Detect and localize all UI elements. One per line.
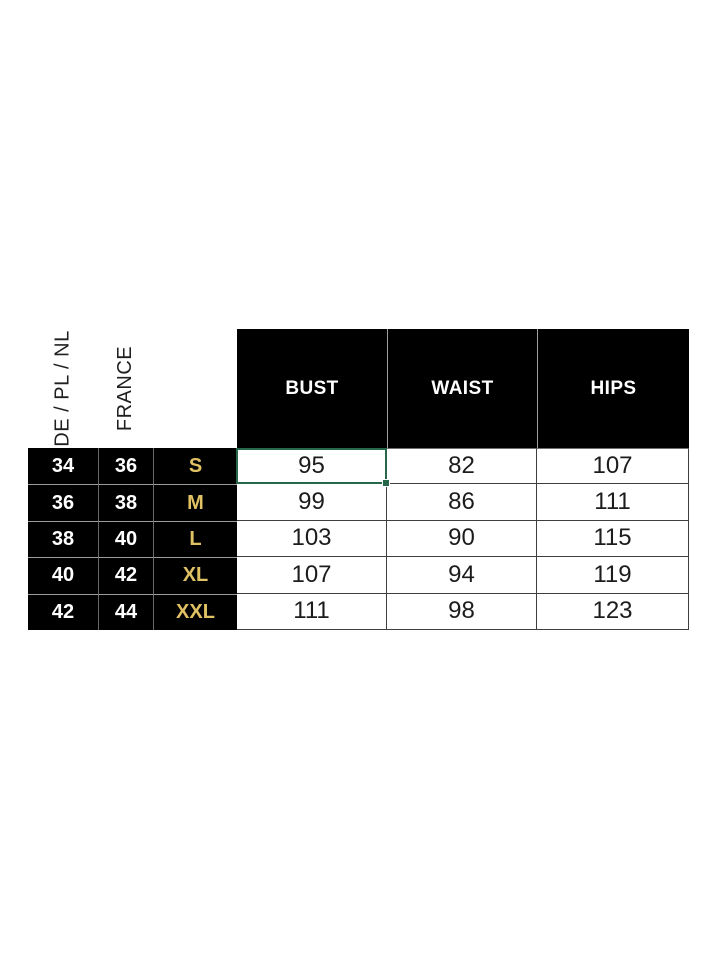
cell-waist-row2[interactable]: 90 xyxy=(387,521,537,557)
cell-size-row3[interactable]: XL xyxy=(153,557,237,593)
cell-france-row0[interactable]: 36 xyxy=(98,448,153,484)
cell-size-row4[interactable]: XXL xyxy=(153,594,237,630)
column-header-waist[interactable]: WAIST xyxy=(387,329,537,448)
cell-size-row2[interactable]: L xyxy=(153,521,237,557)
cell-waist-row4[interactable]: 98 xyxy=(387,594,537,630)
cell-bust-row4[interactable]: 111 xyxy=(237,594,387,630)
cell-de-row2[interactable]: 38 xyxy=(28,521,98,557)
cell-hips-row1[interactable]: 111 xyxy=(537,484,689,520)
fill-handle[interactable] xyxy=(382,479,390,487)
cell-bust-row2[interactable]: 103 xyxy=(237,521,387,557)
cell-hips-row4[interactable]: 123 xyxy=(537,594,689,630)
cell-waist-row1[interactable]: 86 xyxy=(387,484,537,520)
cell-size-row0[interactable]: S xyxy=(153,448,237,484)
column-header-france[interactable] xyxy=(98,329,153,448)
cell-france-row2[interactable]: 40 xyxy=(98,521,153,557)
cell-de-row1[interactable]: 36 xyxy=(28,484,98,520)
cell-france-row4[interactable]: 44 xyxy=(98,594,153,630)
cell-france-row3[interactable]: 42 xyxy=(98,557,153,593)
size-chart-table xyxy=(28,329,689,630)
cell-hips-row3[interactable]: 119 xyxy=(537,557,689,593)
rotated-label-france: FRANCE xyxy=(114,345,137,432)
cell-de-row4[interactable]: 42 xyxy=(28,594,98,630)
rotated-label-de-pl-nl: DE / PL / NL xyxy=(51,330,74,447)
cell-bust-row3[interactable]: 107 xyxy=(237,557,387,593)
column-header-hips[interactable]: HIPS xyxy=(537,329,689,448)
cell-de-row0[interactable]: 34 xyxy=(28,448,98,484)
cell-size-row1[interactable]: M xyxy=(153,484,237,520)
column-header-size-empty xyxy=(153,329,237,448)
selected-cell-bust-row0[interactable]: 95 xyxy=(237,448,387,484)
column-header-bust[interactable]: BUST xyxy=(237,329,387,448)
column-header-de-pl-nl[interactable] xyxy=(28,329,98,448)
cell-de-row3[interactable]: 40 xyxy=(28,557,98,593)
cell-bust-row1[interactable]: 99 xyxy=(237,484,387,520)
cell-france-row1[interactable]: 38 xyxy=(98,484,153,520)
cell-waist-row0[interactable]: 82 xyxy=(387,448,537,484)
cell-hips-row0[interactable]: 107 xyxy=(537,448,689,484)
cell-hips-row2[interactable]: 115 xyxy=(537,521,689,557)
cell-waist-row3[interactable]: 94 xyxy=(387,557,537,593)
